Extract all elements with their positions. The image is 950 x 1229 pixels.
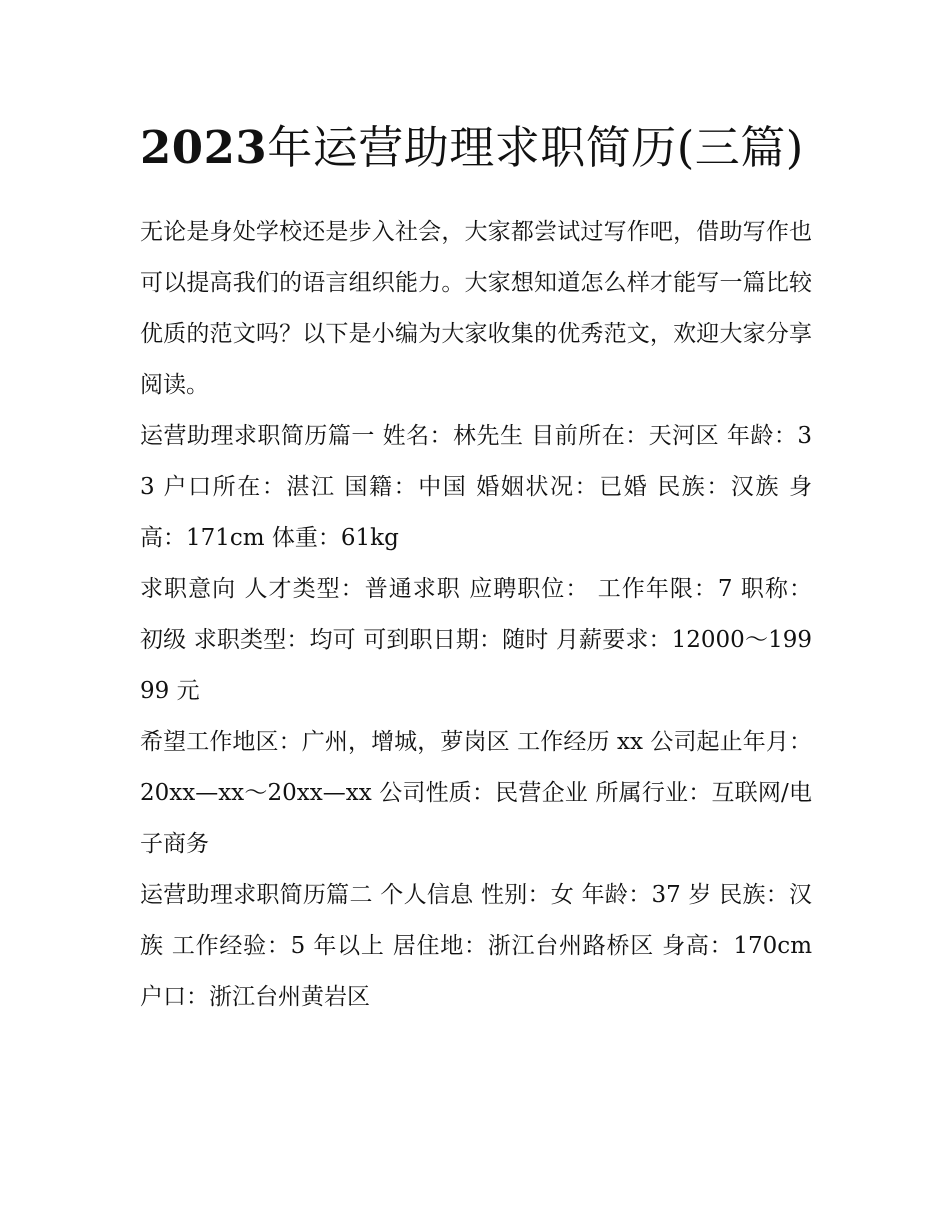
title-text: 年运营助理求职简历(三篇) bbox=[267, 121, 804, 174]
document-page bbox=[140, 112, 812, 1023]
document-body bbox=[140, 207, 812, 1023]
resume-one-personal-info: 运营助理求职简历篇一 姓名：林先生 目前所在：天河区 年龄：33 户口所在：湛江 国籍：中国 婚姻状况：已婚 民族：汉族 身高：171cm 体重：61kg bbox=[140, 423, 812, 551]
document-title bbox=[140, 112, 812, 184]
resume-one-job-intention: 求职意向 人才类型：普通求职 应聘职位： 工作年限：7 职称： 初级 求职类型：均可 可到职日期：随时 月薪要求：12000～19999 元 bbox=[140, 576, 812, 704]
intro-paragraph: 无论是身处学校还是步入社会，大家都尝试过写作吧，借助写作也可以提高我们的语言组织能力。大家想知道怎么样才能写一篇比较优质的范文吗？以下是小编为大家收集的优秀范文，欢迎大家分享阅读。 bbox=[140, 219, 812, 398]
resume-one-work-experience: 希望工作地区：广州，增城，萝岗区 工作经历 xx 公司起止年月：20xx—xx～20xx—xx 公司性质：民营企业 所属行业：互联网/电子商务 bbox=[140, 729, 812, 857]
resume-two-personal-info: 运营助理求职简历篇二 个人信息 性别：女 年龄：37 岁 民族：汉族 工作经验：5 年以上 居住地：浙江台州路桥区 身高：170cm 户口：浙江台州黄岩区 bbox=[140, 882, 812, 1010]
title-year: 2023 bbox=[140, 121, 268, 174]
